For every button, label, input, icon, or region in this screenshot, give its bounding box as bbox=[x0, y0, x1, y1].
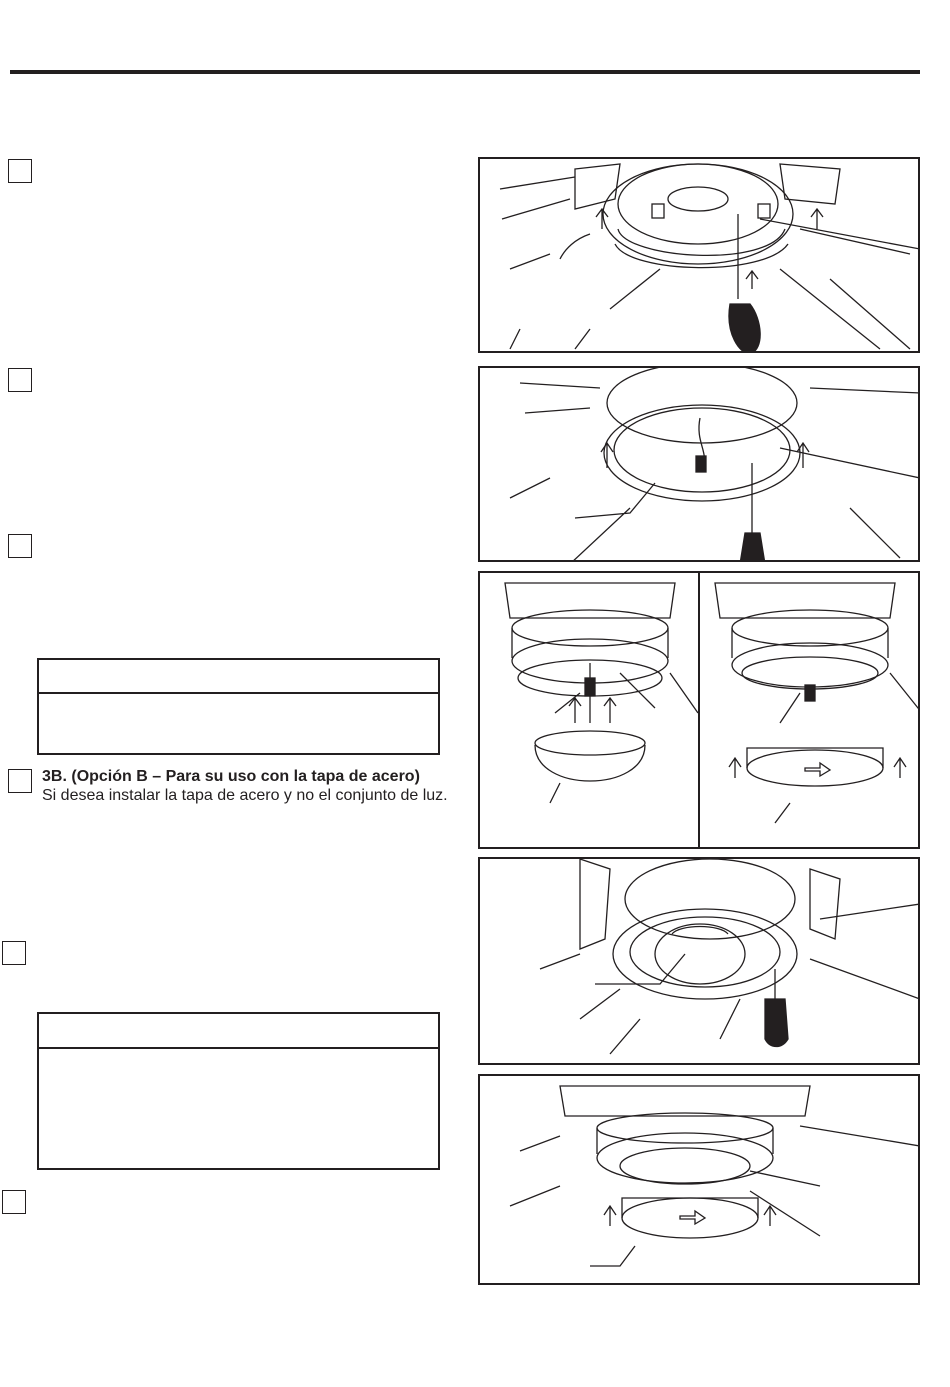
header-rule bbox=[10, 70, 920, 74]
fan-mounting-plate-illustration bbox=[480, 368, 920, 562]
note-box-2-header bbox=[39, 1014, 438, 1049]
note-box-2 bbox=[37, 1012, 440, 1170]
step-3b-body: Si desea instalar la tapa de acero y no el conjunto de luz. bbox=[42, 787, 448, 804]
note-box-1-header bbox=[39, 660, 438, 694]
figure-step-5 bbox=[478, 1074, 920, 1285]
figure-step-1 bbox=[478, 157, 920, 353]
light-kit-and-cap-illustration bbox=[480, 573, 920, 849]
figure-step-3-divider bbox=[698, 573, 700, 847]
step-3b-label: 3B. bbox=[42, 768, 67, 785]
figure-step-2 bbox=[478, 366, 920, 562]
step-2-checkbox[interactable] bbox=[8, 368, 32, 392]
note-box-1 bbox=[37, 658, 440, 755]
fan-bottom-screw-illustration bbox=[480, 159, 920, 353]
step-3b-title: (Opción B – Para su uso con la tapa de acero) bbox=[71, 768, 420, 785]
step-3b-text bbox=[42, 767, 457, 805]
step-5-checkbox[interactable] bbox=[2, 1190, 26, 1214]
steel-cap-twist-illustration bbox=[480, 1076, 920, 1285]
step-3a-checkbox[interactable] bbox=[8, 534, 32, 558]
steel-cap-screw-illustration bbox=[480, 859, 920, 1065]
step-4-checkbox[interactable] bbox=[2, 941, 26, 965]
step-1-checkbox[interactable] bbox=[8, 159, 32, 183]
figure-step-4 bbox=[478, 857, 920, 1065]
step-3b-checkbox[interactable] bbox=[8, 769, 32, 793]
figure-step-3 bbox=[478, 571, 920, 849]
